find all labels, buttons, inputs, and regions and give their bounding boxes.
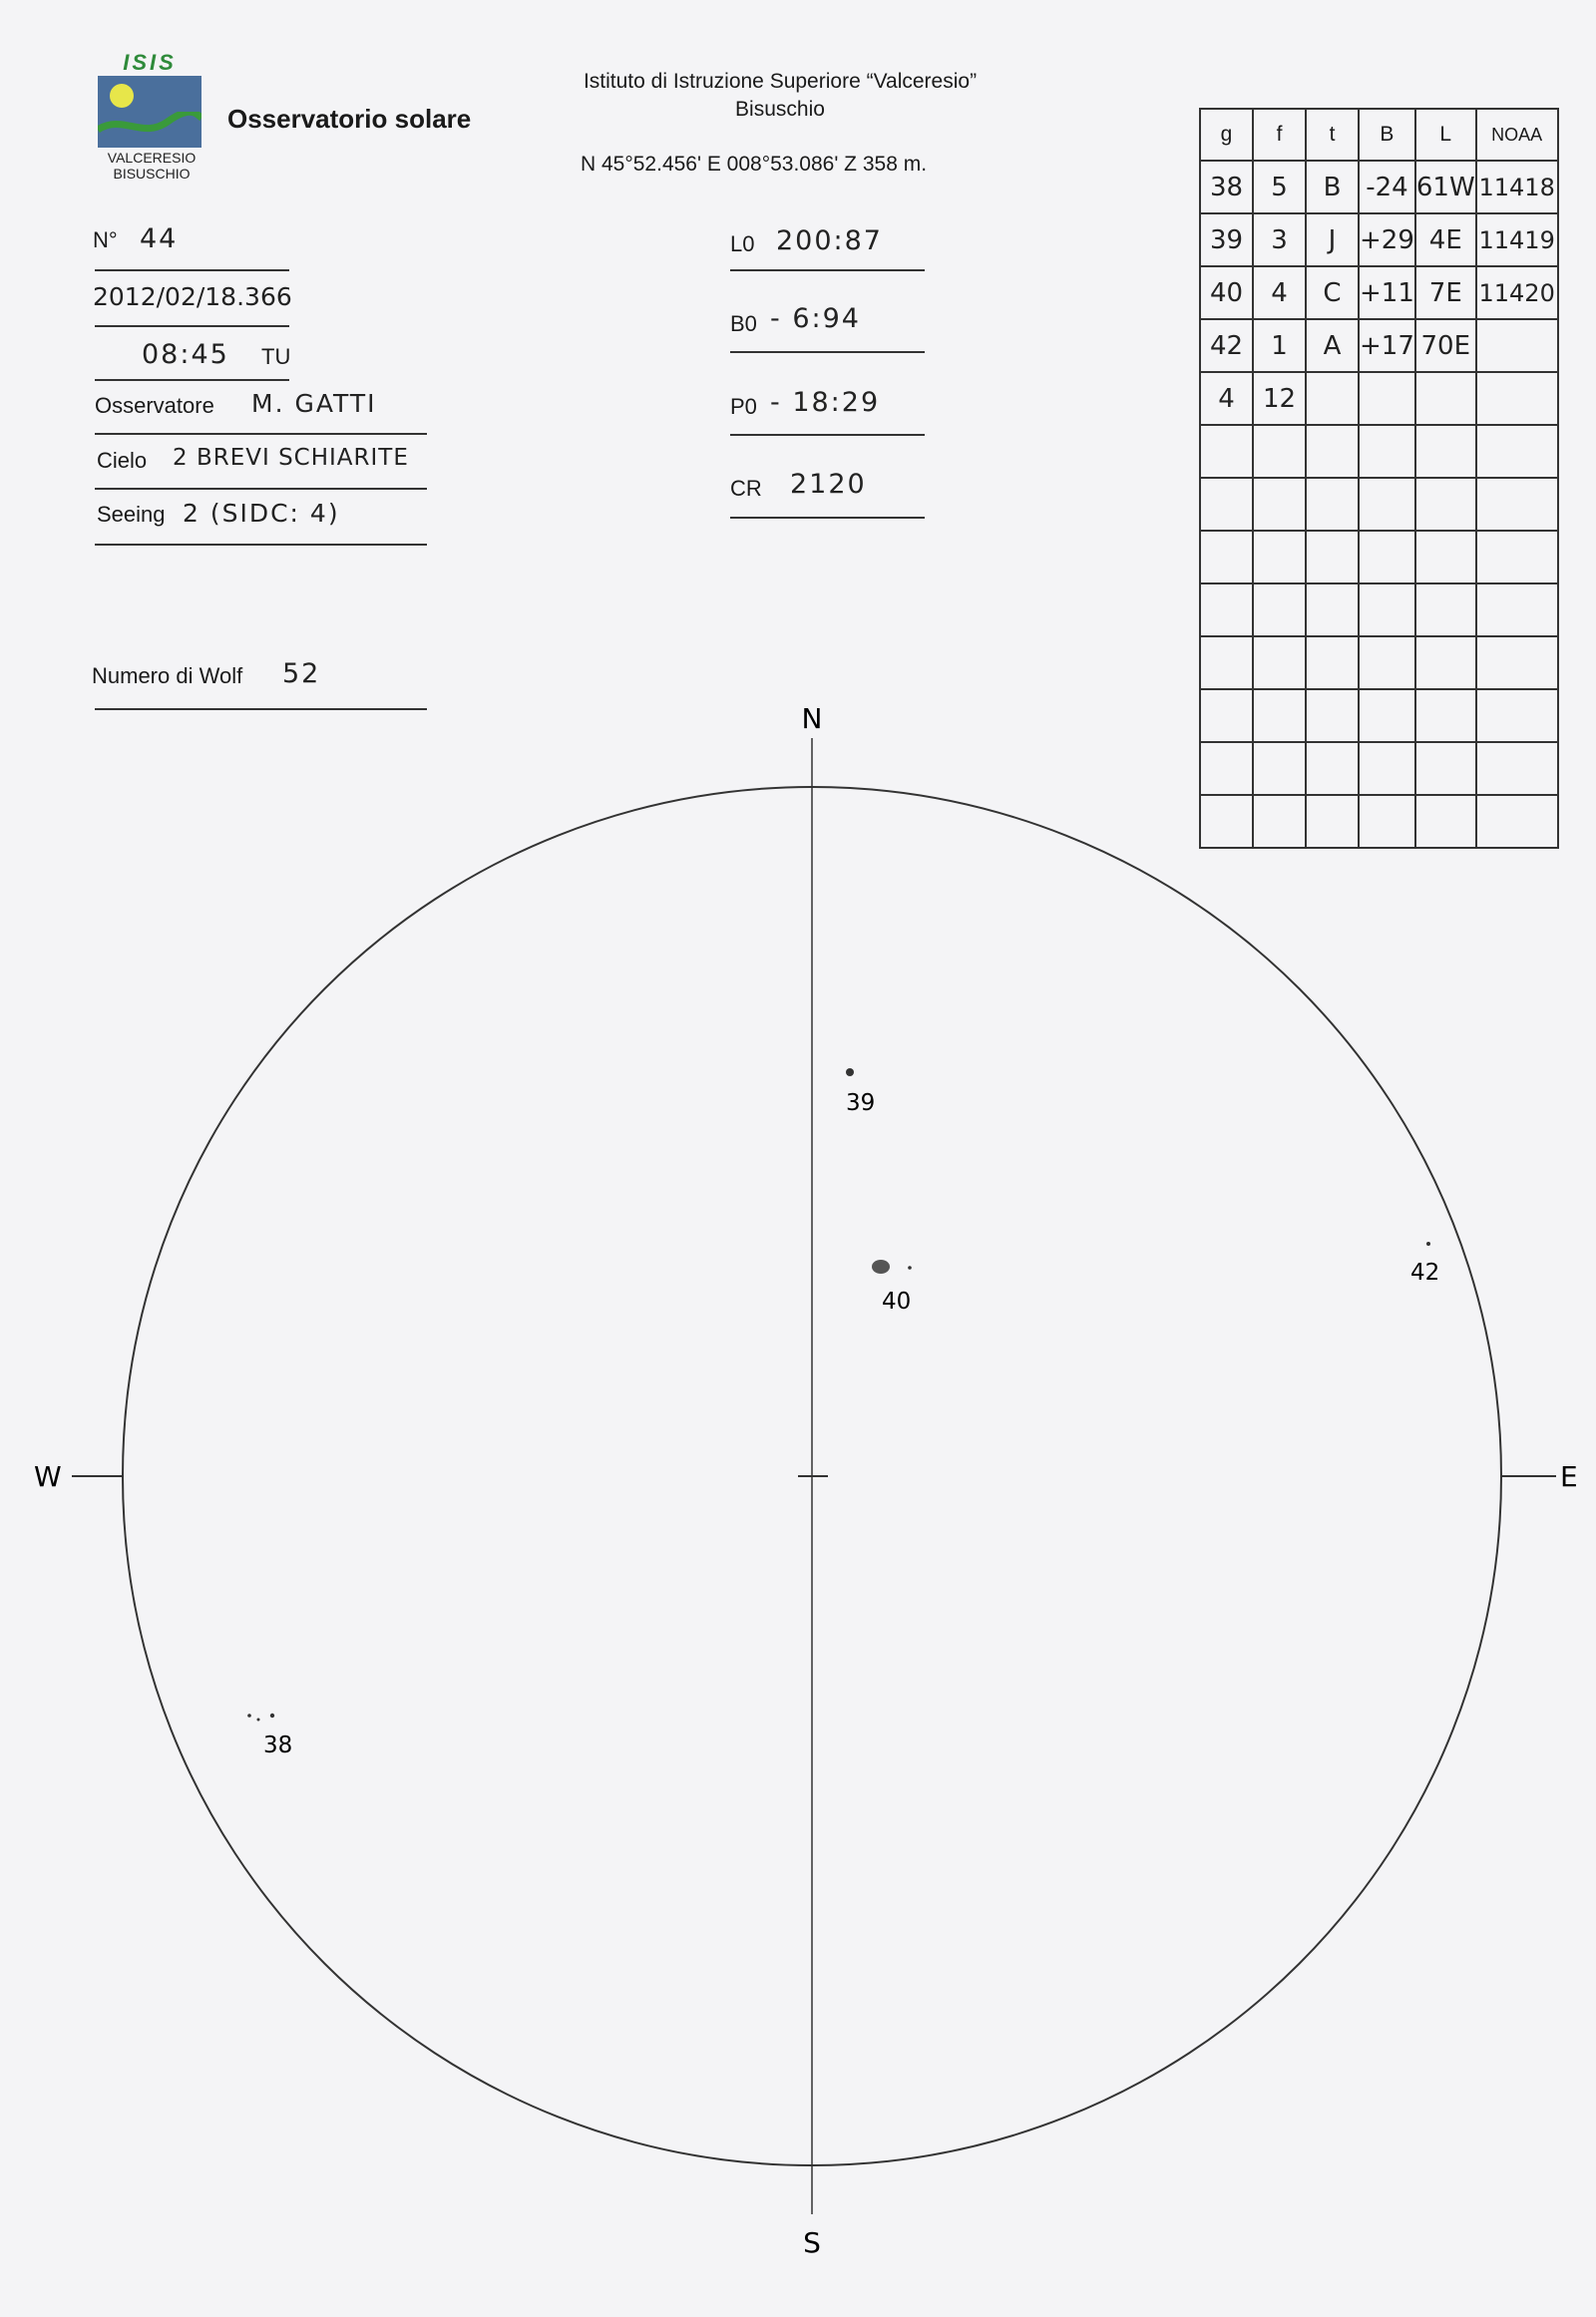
cell-noaa: 11419 bbox=[1476, 213, 1558, 266]
spot-label-39: 39 bbox=[846, 1090, 876, 1116]
sunspot-38-a bbox=[247, 1714, 251, 1718]
cell-f: 12 bbox=[1253, 372, 1306, 425]
sunspot-38-b bbox=[257, 1719, 260, 1722]
spot-label-42: 42 bbox=[1410, 1260, 1440, 1286]
cell-l: 4E bbox=[1415, 213, 1476, 266]
header-noaa: NOAA bbox=[1476, 109, 1558, 161]
sunspot-39 bbox=[846, 1068, 854, 1076]
east-label: E bbox=[1560, 1460, 1578, 1493]
p0-label: P0 bbox=[730, 394, 757, 419]
number-value: 44 bbox=[140, 223, 179, 254]
institute-name: Istituto di Istruzione Superiore “Valceresio” bbox=[583, 70, 978, 93]
cell-l: 70E bbox=[1415, 319, 1476, 372]
cell-g: 4 bbox=[1200, 372, 1253, 425]
number-label: N° bbox=[93, 227, 118, 252]
cell-f: 4 bbox=[1253, 266, 1306, 319]
south-label: S bbox=[803, 2226, 821, 2259]
sky-value: 2 BREVI SCHIARITE bbox=[173, 445, 409, 471]
p0-value: - 18:29 bbox=[770, 387, 881, 418]
cell-l: 7E bbox=[1415, 266, 1476, 319]
cell-f: 5 bbox=[1253, 161, 1306, 213]
cell-g: 40 bbox=[1200, 266, 1253, 319]
cell-f: 1 bbox=[1253, 319, 1306, 372]
observation-date: 2012/02/18.366 bbox=[93, 282, 292, 311]
header-l: L bbox=[1415, 109, 1476, 161]
seeing-value: 2 (SIDC: 4) bbox=[183, 499, 340, 528]
cell-noaa: 11418 bbox=[1476, 161, 1558, 213]
north-label: N bbox=[801, 702, 823, 735]
observation-time: 08:45 bbox=[142, 339, 229, 370]
header-f: f bbox=[1253, 109, 1306, 161]
institute-town: Bisuschio bbox=[735, 98, 825, 121]
cell-t: A bbox=[1306, 319, 1359, 372]
cell-l: 61W bbox=[1415, 161, 1476, 213]
l0-value: 200:87 bbox=[776, 225, 883, 256]
cell-t: C bbox=[1306, 266, 1359, 319]
wolf-label: Numero di Wolf bbox=[92, 663, 243, 688]
sunspot-42 bbox=[1426, 1242, 1430, 1246]
sky-label: Cielo bbox=[97, 448, 148, 473]
observatory-title: Osservatorio solare bbox=[227, 104, 472, 134]
observer-name: M. GATTI bbox=[251, 389, 377, 418]
seeing-label: Seeing bbox=[97, 502, 166, 527]
b0-value: - 6:94 bbox=[770, 303, 861, 334]
header-b: B bbox=[1359, 109, 1415, 161]
logo-text: ISIS bbox=[123, 50, 177, 75]
logo-subtitle-2: BISUSCHIO bbox=[113, 166, 191, 182]
cr-label: CR bbox=[730, 476, 762, 501]
observer-label: Osservatore bbox=[95, 393, 214, 418]
cr-value: 2120 bbox=[790, 469, 867, 500]
sunspot-40-small bbox=[908, 1266, 912, 1270]
time-unit: TU bbox=[261, 344, 291, 369]
observatory-coordinates: N 45°52.456' E 008°53.086' Z 358 m. bbox=[581, 153, 928, 176]
sunspot-38-c bbox=[270, 1714, 274, 1718]
wolf-number: 52 bbox=[282, 658, 321, 689]
cell-t: J bbox=[1306, 213, 1359, 266]
logo-subtitle-1: VALCERESIO bbox=[107, 150, 197, 166]
cell-f: 3 bbox=[1253, 213, 1306, 266]
b0-label: B0 bbox=[730, 311, 757, 336]
header-t: t bbox=[1306, 109, 1359, 161]
cell-g: 39 bbox=[1200, 213, 1253, 266]
cell-b: -24 bbox=[1359, 161, 1415, 213]
cell-b: +29 bbox=[1359, 213, 1415, 266]
west-label: W bbox=[34, 1460, 62, 1493]
header-g: g bbox=[1200, 109, 1253, 161]
cell-b: +17 bbox=[1359, 319, 1415, 372]
cell-b: +11 bbox=[1359, 266, 1415, 319]
cell-g: 38 bbox=[1200, 161, 1253, 213]
l0-label: L0 bbox=[730, 231, 755, 256]
cell-g: 42 bbox=[1200, 319, 1253, 372]
cell-noaa: 11420 bbox=[1476, 266, 1558, 319]
sunspot-40 bbox=[872, 1260, 890, 1274]
spot-label-40: 40 bbox=[882, 1289, 912, 1315]
cell-t: B bbox=[1306, 161, 1359, 213]
spot-label-38: 38 bbox=[263, 1733, 293, 1758]
